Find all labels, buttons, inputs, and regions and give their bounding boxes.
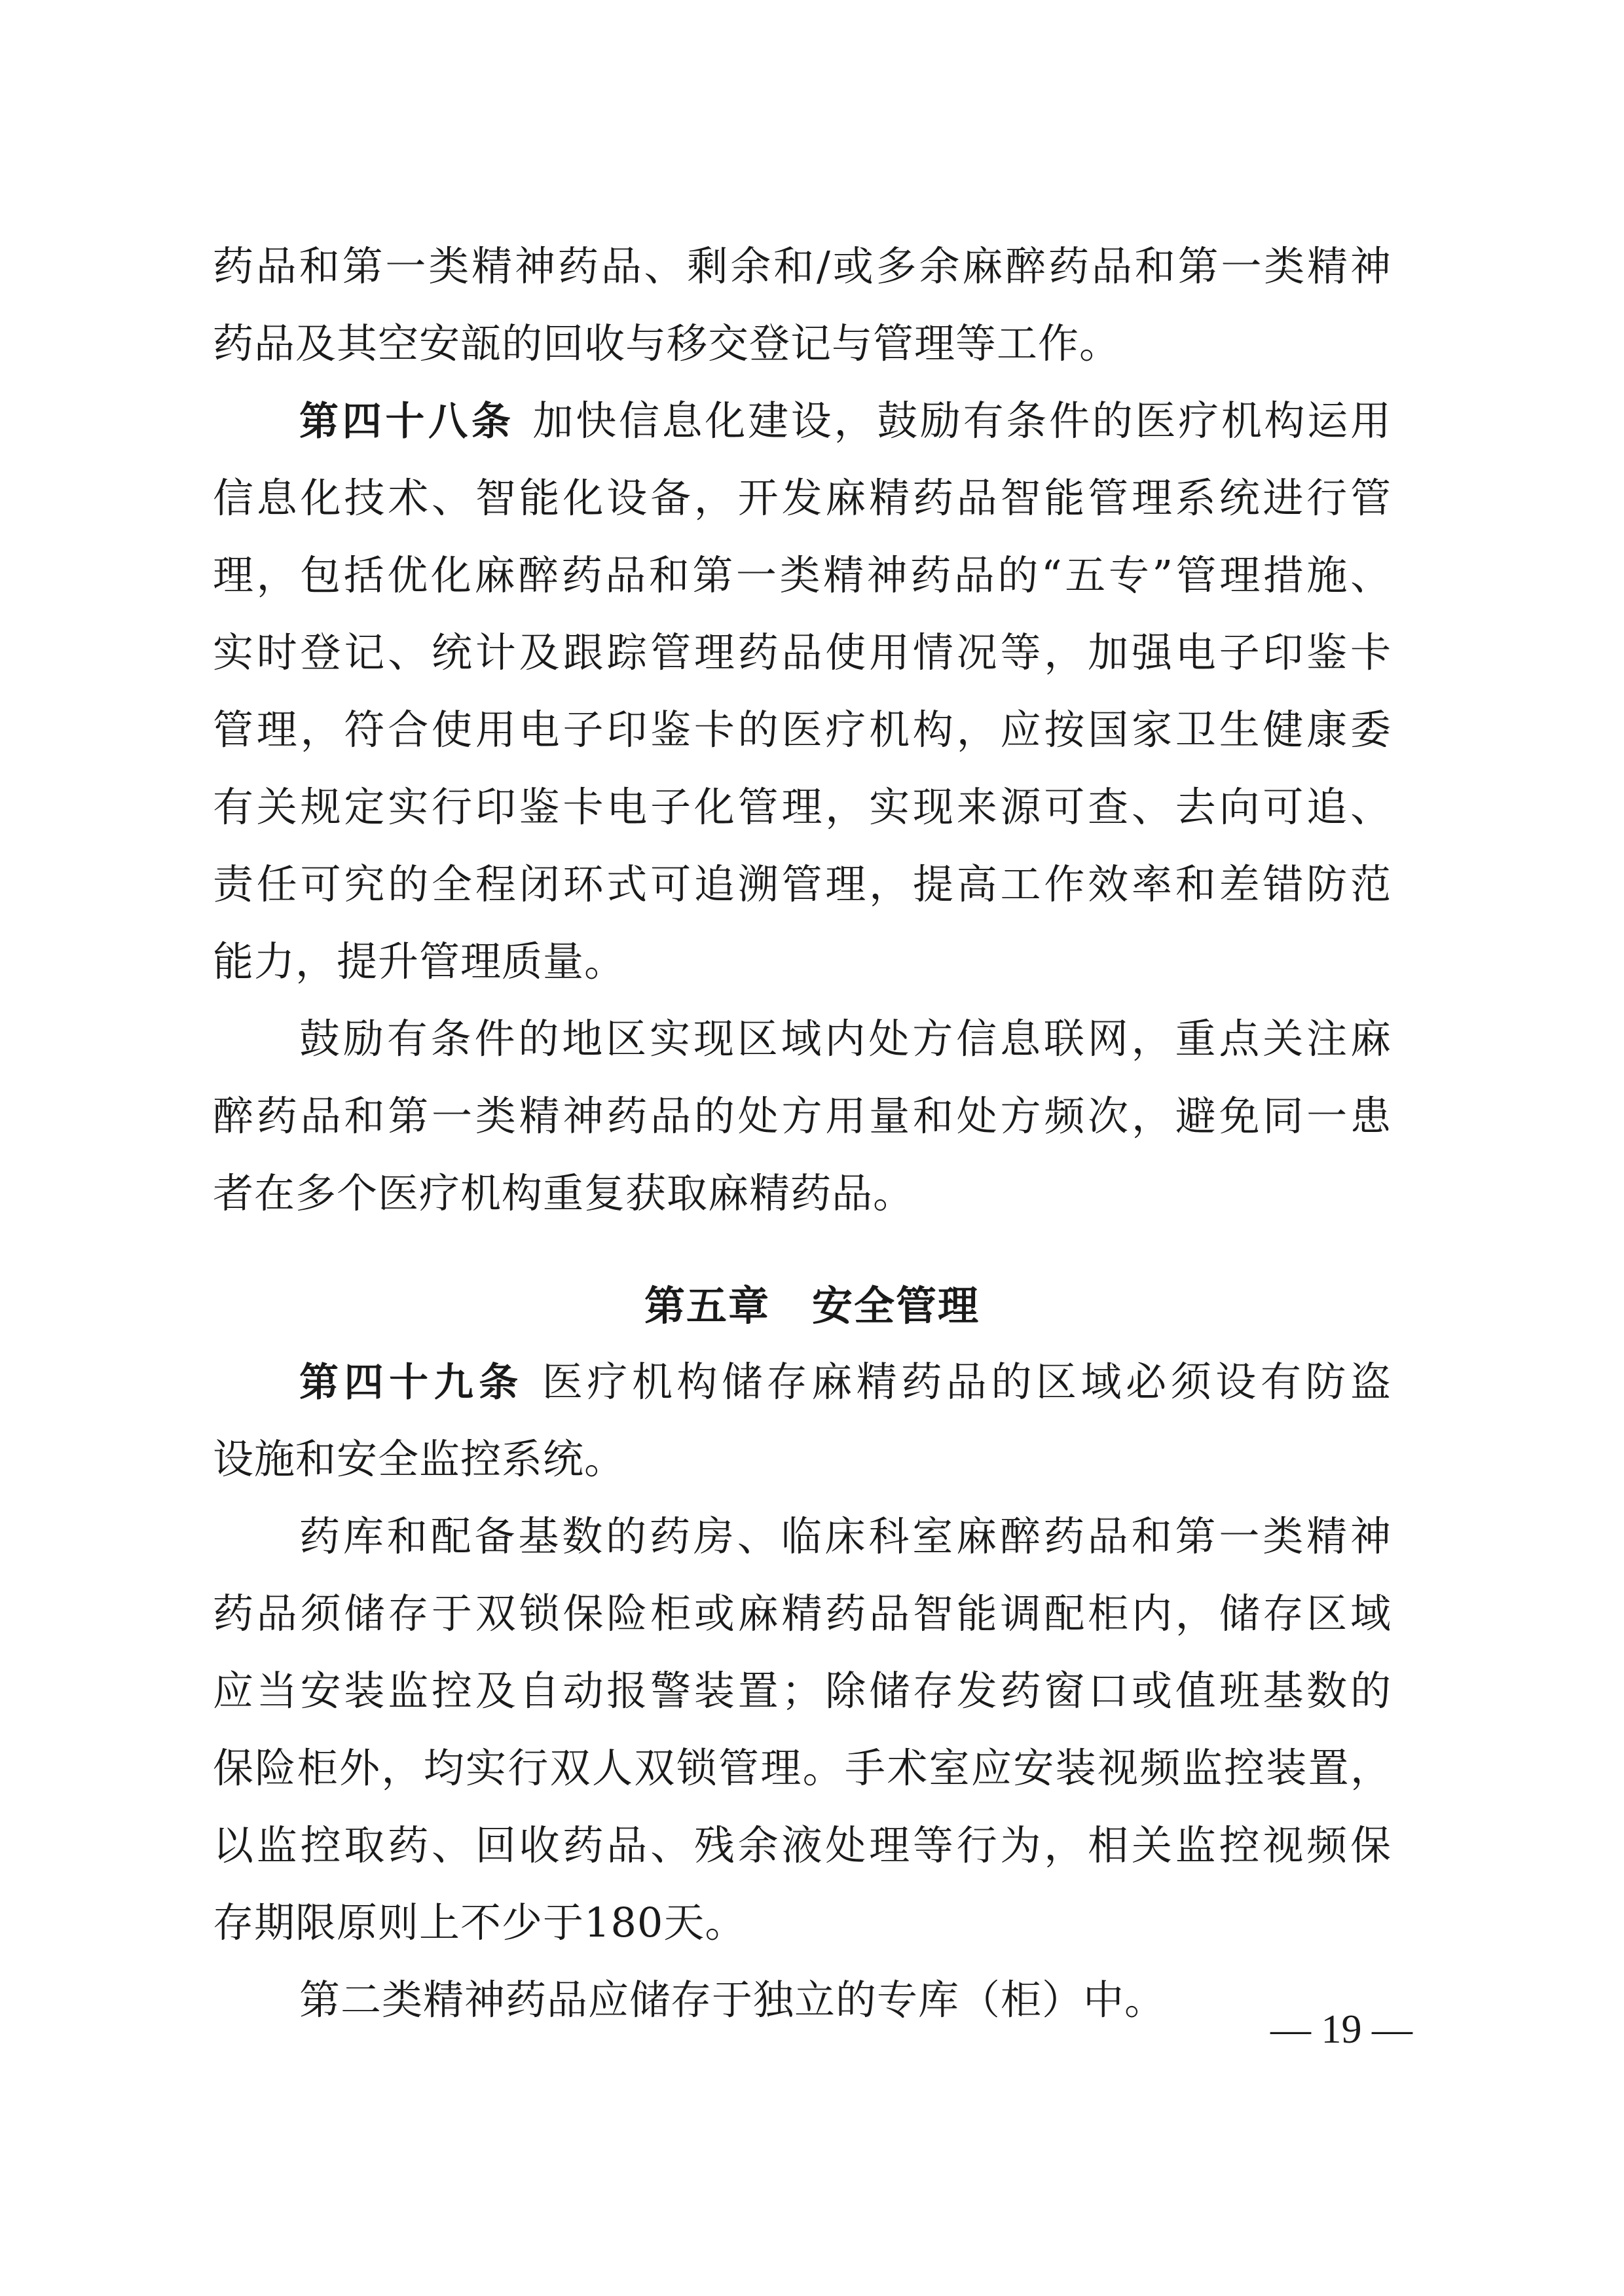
article-48-lead-text: 加快信息化建设，鼓励有条件的医疗机构运用 <box>532 397 1392 445</box>
text-line: 有关规定实行印鉴卡电子化管理，实现来源可查、去向可追、 <box>213 783 1392 831</box>
article-48-heading: 第四十八条 <box>299 399 515 445</box>
text-line: 管理，符合使用电子印鉴卡的医疗机构，应按国家卫生健康委 <box>213 706 1392 754</box>
body-text-top <box>213 228 1392 1232</box>
body-text-bottom <box>213 1343 1392 2039</box>
text-line: 信息化技术、智能化设备，开发麻精药品智能管理系统进行管 <box>213 474 1392 522</box>
text-line: 药品及其空安瓿的回收与移交登记与管理等工作。 <box>213 319 1121 367</box>
text-line: 应当安装监控及自动报警装置；除储存发药窗口或值班基数的 <box>213 1667 1392 1715</box>
text-line: 理，包括优化麻醉药品和第一类精神药品的“五专”管理措施、 <box>213 551 1392 599</box>
text-line: 药品和第一类精神药品、剩余和/或多余麻醉药品和第一类精神 <box>213 242 1392 290</box>
text-line: 能力，提升管理质量。 <box>213 938 626 985</box>
chapter-title: 第五章 安全管理 <box>644 1282 980 1330</box>
text-line: 保险柜外，均实行双人双锁管理。手术室应安装视频监控装置， <box>213 1744 1392 1792</box>
article-49-heading: 第四十九条 <box>299 1360 524 1406</box>
text-line: 药品须储存于双锁保险柜或麻精药品智能调配柜内，储存区域 <box>213 1590 1392 1637</box>
page-number: — 19 — <box>1270 2007 1412 2052</box>
article-48-first-line <box>213 382 1392 460</box>
text-line: 以监控取药、回收药品、残余液处理等行为，相关监控视频保 <box>213 1821 1392 1869</box>
article-49-first-line <box>213 1343 1392 1421</box>
text-line: 第二类精神药品应储存于独立的专库（柜）中。 <box>299 1976 1166 2024</box>
text-line: 责任可究的全程闭环式可追溯管理，提高工作效率和差错防范 <box>213 860 1392 908</box>
text-line: 醉药品和第一类精神药品的处方用量和处方频次，避免同一患 <box>213 1092 1392 1140</box>
text-line: 实时登记、统计及跟踪管理药品使用情况等，加强电子印鉴卡 <box>213 629 1392 676</box>
text-line: 鼓励有条件的地区实现区域内处方信息联网，重点关注麻 <box>299 1015 1392 1063</box>
article-49-lead-text: 医疗机构储存麻精药品的区域必须设有防盗 <box>542 1358 1392 1406</box>
text-line: 药库和配备基数的药房、临床科室麻醉药品和第一类精神 <box>299 1512 1392 1560</box>
text-line: 设施和安全监控系统。 <box>213 1435 626 1483</box>
text-line: 者在多个医疗机构重复获取麻精药品。 <box>213 1169 915 1217</box>
text-line: 存期限原则上不少于180天。 <box>213 1899 747 1946</box>
